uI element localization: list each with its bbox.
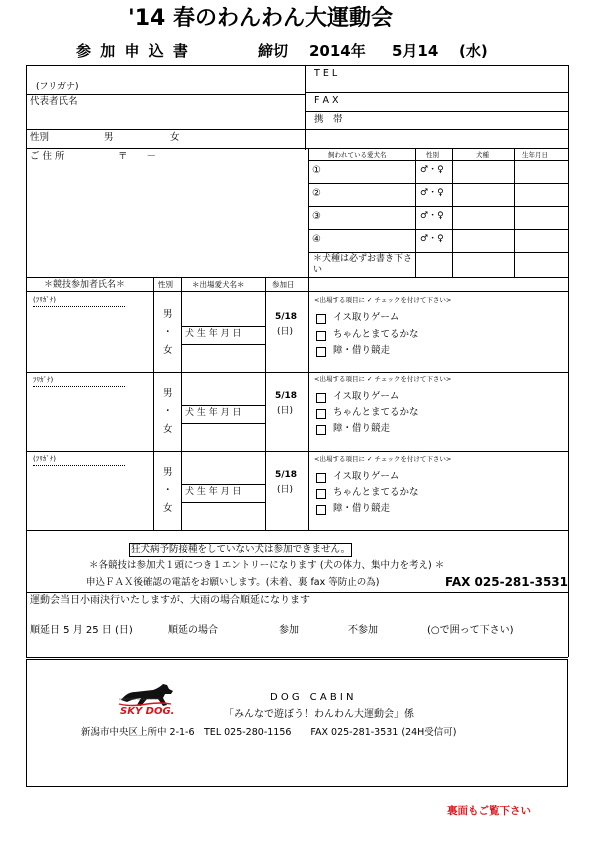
rule bbox=[33, 465, 125, 466]
entry-sex-male: 男 bbox=[163, 388, 173, 399]
form-right-border bbox=[568, 65, 569, 657]
rain-note: 運動会当日小雨決行いたしますが、大雨の場合順延になります bbox=[30, 595, 310, 606]
entry-header-sex: 性別 bbox=[158, 280, 173, 289]
dog-breed-note: ＊犬種は必ずお書き下さい bbox=[313, 254, 413, 275]
deadline-day: (水) bbox=[459, 42, 488, 60]
entry-instruction: <出場する項目に ✓ チェックを付けて下さい> bbox=[314, 375, 452, 383]
rule bbox=[26, 94, 305, 95]
dog-header-sex: 性別 bbox=[426, 151, 439, 159]
form-title: 参 加 申 込 書 bbox=[76, 42, 190, 60]
dog-row-1-sex: ♂・♀ bbox=[420, 165, 444, 175]
not-attend-option[interactable]: 不参加 bbox=[348, 625, 378, 636]
entry-date: 5/18 bbox=[275, 470, 298, 480]
mobile-label: 携 帯 bbox=[314, 114, 343, 125]
dog-row-2-sex: ♂・♀ bbox=[420, 188, 444, 198]
entry-day: (日) bbox=[277, 485, 294, 495]
circle-instruction: (○で囲って下さい) bbox=[427, 625, 514, 636]
entry-sex-dot: ・ bbox=[163, 327, 173, 338]
company-address: 新潟市中央区上所中 2-1-6 TEL 025-280-1156 FAX 025-281-3531 (24H受信可) bbox=[81, 727, 457, 738]
entry-date: 5/18 bbox=[275, 312, 298, 322]
entry-furigana: (ﾌﾘｶﾞﾅ) bbox=[33, 455, 56, 463]
contact-divider bbox=[305, 65, 306, 150]
event-checkbox[interactable] bbox=[316, 425, 326, 435]
dog-row-2-no: ② bbox=[312, 188, 321, 199]
form-top-border bbox=[26, 65, 568, 66]
form-left-border bbox=[26, 65, 27, 657]
rule bbox=[452, 148, 453, 277]
entry-date: 5/18 bbox=[275, 391, 298, 401]
entry-header-date: 参加日 bbox=[272, 280, 295, 289]
tel-label: T E L bbox=[314, 68, 338, 79]
dog-header-breed: 犬種 bbox=[476, 151, 489, 159]
rule bbox=[26, 277, 568, 278]
rule bbox=[26, 129, 568, 130]
rep-name-label: 代表者氏名 bbox=[30, 96, 78, 107]
rule bbox=[308, 252, 568, 253]
rule bbox=[308, 277, 309, 530]
rule bbox=[26, 657, 568, 658]
event-label: イス取りゲーム bbox=[333, 312, 400, 323]
logo-text: SKY DOG. bbox=[120, 706, 175, 717]
dog-row-4-sex: ♂・♀ bbox=[420, 234, 444, 244]
dog-table-left bbox=[308, 148, 309, 277]
rule bbox=[181, 484, 265, 485]
gender-male: 男 bbox=[104, 132, 114, 143]
fax-number-notice: FAX 025-281-3531 bbox=[445, 575, 568, 589]
attend-option[interactable]: 参加 bbox=[279, 625, 299, 636]
dog-row-3-sex: ♂・♀ bbox=[420, 211, 444, 221]
entry-header-dog: ＊出場愛犬名＊ bbox=[192, 280, 245, 289]
rule bbox=[305, 92, 568, 93]
entry-sex-female: 女 bbox=[163, 345, 173, 356]
rule bbox=[26, 291, 568, 292]
entry-day: (日) bbox=[277, 406, 294, 416]
rule bbox=[26, 148, 568, 149]
rule bbox=[181, 423, 265, 424]
rule bbox=[181, 326, 265, 327]
event-checkbox[interactable] bbox=[316, 347, 326, 357]
event-label: 障・借り競走 bbox=[333, 345, 391, 356]
event-checkbox[interactable] bbox=[316, 505, 326, 515]
entry-furigana: (ﾌﾘｶﾞﾅ) bbox=[33, 296, 56, 304]
entry-dog-birth: 犬 生 年 月 日 bbox=[185, 487, 242, 497]
rabies-notice-box bbox=[129, 543, 352, 557]
rule bbox=[308, 160, 568, 161]
rule bbox=[181, 344, 265, 345]
rule bbox=[305, 111, 568, 112]
rule bbox=[514, 148, 515, 277]
fax-label: F A X bbox=[314, 95, 339, 106]
address-label: ご 住 所 bbox=[30, 151, 65, 162]
entry-sex-male: 男 bbox=[163, 309, 173, 320]
rule bbox=[26, 592, 568, 593]
postponed-case: 順延の場合 bbox=[168, 625, 218, 636]
event-checkbox[interactable] bbox=[316, 489, 326, 499]
entry-sex-dot: ・ bbox=[163, 485, 173, 496]
event-checkbox[interactable] bbox=[316, 314, 326, 324]
event-checkbox[interactable] bbox=[316, 331, 326, 341]
entry-instruction: <出場する項目に ✓ チェックを付けて下さい> bbox=[314, 296, 452, 304]
dog-row-1-no: ① bbox=[312, 165, 321, 176]
confirm-notice: 申込ＦＡＸ後確認の電話をお願いします。(未着、裏 fax 等防止の為) bbox=[86, 577, 380, 588]
back-page-note: 裏面もご覧下さい bbox=[447, 805, 531, 817]
entry-sex-female: 女 bbox=[163, 503, 173, 514]
event-label: 障・借り競走 bbox=[333, 503, 391, 514]
event-desk: 「みんなで遊ぼう！わんわん大運動会」係 bbox=[224, 709, 414, 720]
rule bbox=[181, 405, 265, 406]
dog-row-3-no: ③ bbox=[312, 211, 321, 222]
rule bbox=[153, 277, 154, 530]
dog-header-birth: 生年月日 bbox=[522, 151, 548, 159]
rule bbox=[33, 386, 125, 387]
rule bbox=[181, 277, 182, 530]
entry-dog-birth: 犬 生 年 月 日 bbox=[185, 408, 242, 418]
event-checkbox[interactable] bbox=[316, 393, 326, 403]
entry-instruction: <出場する項目に ✓ チェックを付けて下さい> bbox=[314, 455, 452, 463]
event-label: イス取りゲーム bbox=[333, 471, 400, 482]
rule bbox=[308, 183, 568, 184]
event-checkbox[interactable] bbox=[316, 409, 326, 419]
entry-sex-female: 女 bbox=[163, 424, 173, 435]
entry-dog-birth: 犬 生 年 月 日 bbox=[185, 329, 242, 339]
rule bbox=[33, 306, 125, 307]
deadline-label: 締切 bbox=[258, 42, 289, 60]
event-label: ちゃんとまてるかな bbox=[333, 407, 419, 418]
rule bbox=[415, 148, 416, 277]
one-entry-notice: ＊各競技は参加犬１頭につき１エントリーになります (犬の体力、集中力を考え) ＊ bbox=[89, 560, 445, 571]
entry-header-name: ＊競技参加者氏名＊ bbox=[44, 280, 126, 290]
event-label: イス取りゲーム bbox=[333, 391, 400, 402]
entry-furigana: ﾌﾘｶﾞﾅ) bbox=[33, 376, 54, 384]
rule bbox=[308, 229, 568, 230]
skydog-logo bbox=[117, 680, 175, 718]
footer-box bbox=[26, 659, 568, 787]
entry-sex-male: 男 bbox=[163, 467, 173, 478]
rule bbox=[26, 451, 568, 452]
event-label: 障・借り競走 bbox=[333, 423, 391, 434]
rule bbox=[181, 502, 265, 503]
dog-header-name: 飼われている愛犬名 bbox=[328, 151, 387, 159]
gender-label: 性別 bbox=[30, 132, 50, 143]
postponed-day: 順延日 5 月 25 日 (日) bbox=[30, 625, 133, 636]
deadline-date: 5月14 bbox=[392, 42, 439, 60]
gender-female: 女 bbox=[170, 132, 180, 143]
rule bbox=[26, 530, 568, 531]
event-checkbox[interactable] bbox=[316, 473, 326, 483]
furigana-label: (フリガナ) bbox=[36, 82, 79, 92]
rabies-notice: 狂犬病予防接種をしていない犬は参加できません。 bbox=[131, 544, 351, 555]
entry-sex-dot: ・ bbox=[163, 406, 173, 417]
entry-day: (日) bbox=[277, 327, 294, 337]
rule bbox=[265, 277, 266, 530]
postal-label: 〒 － bbox=[118, 151, 157, 162]
logo-tagline: ALWAYS WITH YOU & YOUR DOG bbox=[119, 698, 160, 701]
rule bbox=[308, 206, 568, 207]
company-name: D O G C A B I N bbox=[270, 692, 354, 703]
page-title: '14 春のわんわん大運動会 bbox=[128, 6, 394, 31]
event-label: ちゃんとまてるかな bbox=[333, 329, 419, 340]
event-label: ちゃんとまてるかな bbox=[333, 487, 419, 498]
dog-row-4-no: ④ bbox=[312, 234, 321, 245]
rule bbox=[26, 372, 568, 373]
deadline-year: 2014年 bbox=[309, 42, 366, 60]
